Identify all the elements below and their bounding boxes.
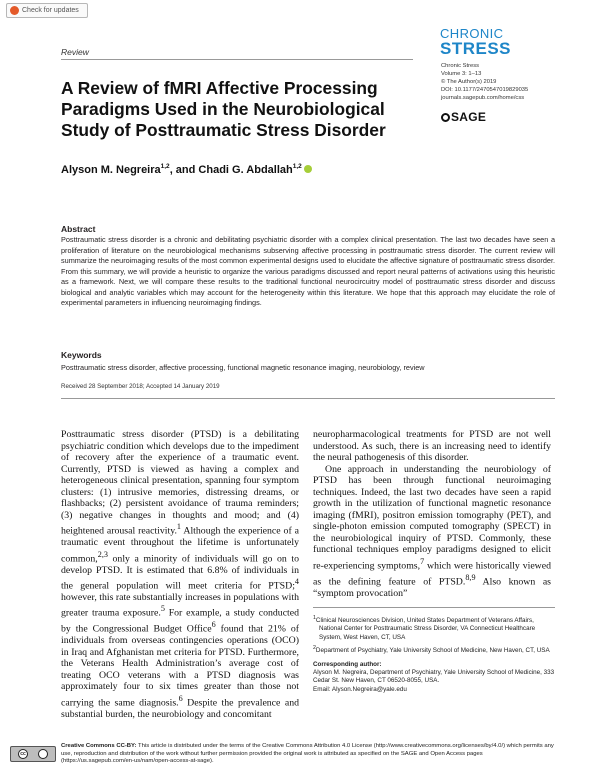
section-label: Review [61, 47, 89, 57]
journal-url[interactable]: journals.sagepub.com/home/css [441, 95, 525, 101]
check-for-updates-badge[interactable] [6, 3, 88, 18]
author-list [61, 163, 312, 176]
keywords-text: Posttraumatic stress disorder, affective processing, functional magnetic resonance imaging, neurobiology, review [61, 363, 425, 372]
author-connector: , and [169, 164, 199, 176]
citation-ref[interactable]: 4 [294, 577, 299, 587]
affiliation-number: 2 [313, 644, 316, 651]
license-body: This article is distributed under the terms of the Creative Commons Attribution 4.0 License (http://www.creativecommons.org/licenses/by/4.0/) which permits any use, reproduction and distribution of the work without further permission provided the original work is attributed as specified on the SAGE and Open Access pages (https://us.sagepub.com/en-us/nam/open-access-at-sage). [61, 743, 554, 765]
journal-logo [440, 27, 550, 57]
author-name: Chadi G. Abdallah [198, 164, 293, 176]
corresponding-address: Alyson M. Negreira, Department of Psychiatry, Yale University School of Medicine, 333 Cedar St. New Haven, CT 06520-8055, USA. [313, 669, 555, 685]
body-paragraph [313, 464, 551, 600]
affiliation [313, 644, 555, 655]
affiliation [313, 614, 555, 642]
body-text: Despite the prevalence and substantial burden, the neurobiology and concomitant [61, 697, 299, 720]
citation-ref[interactable]: 1 [176, 522, 181, 532]
body-text: only a minority of individuals will go on to develop PTSD. It is estimated that 6.8% of individuals in the general population will meet criteria for PTSD; [61, 553, 299, 592]
affiliation-ref: 1,2 [160, 163, 170, 170]
citation-ref[interactable]: 6 [211, 620, 216, 630]
journal-info [441, 62, 561, 102]
crossmark-icon [10, 6, 19, 15]
citation-ref[interactable]: 7 [420, 557, 425, 567]
body-paragraph [61, 429, 299, 720]
affiliation-text: Clinical Neurosciences Division, United States Department of Veterans Affairs, National Center for Posttraumatic Stress Disorder, VA Connecticut Healthcare System, West Haven, CT, USA [315, 617, 536, 641]
body-text: Although the experience of a traumatic event throughout the lifetime is unfortunately common, [61, 525, 299, 564]
journal-logo-line1: CHRONIC [440, 26, 504, 41]
affiliation-text: Department of Psychiatry, Yale University School of Medicine, New Haven, CT, USA [315, 646, 550, 654]
cc-license-badge[interactable] [10, 746, 56, 762]
footnotes [313, 607, 555, 694]
body-text: For example, a study conducted by the Congressional Budget Office [61, 607, 300, 635]
abstract-rule [61, 398, 555, 399]
keywords-heading: Keywords [61, 350, 102, 360]
copyright: © The Author(s) 2019 [441, 79, 497, 85]
article-title: A Review of fMRI Affective Processing Paradigms Used in the Neurobiological Study of Posttraumatic Stress Disorder [61, 78, 386, 140]
body-text: Also known as “symptom provocation” [313, 576, 551, 599]
journal-name: Chronic Stress [441, 63, 480, 69]
doi[interactable]: DOI: 10.1177/2470547019829035 [441, 87, 529, 93]
publisher-logo [441, 110, 486, 124]
received-dates: Received 28 September 2018; Accepted 14 January 2019 [61, 383, 220, 390]
corresponding-heading: Corresponding author: [313, 661, 382, 668]
cc-icon: cc [18, 749, 28, 759]
body-paragraph: neuropharmacological treatments for PTSD are not well understood. As such, there is an increasing need to identify the neural pathogenesis of this disorder. [313, 429, 551, 464]
affiliation-ref: 1,2 [292, 163, 302, 170]
body-text: however, this rate substantially increases in populations with greater trauma exposure. [61, 591, 299, 619]
citation-ref[interactable]: 8,9 [465, 572, 476, 582]
header-rule [61, 59, 413, 60]
sage-mark-icon [441, 113, 450, 122]
license-lead: Creative Commons CC-BY: [61, 743, 137, 749]
check-for-updates-label: Check for updates [22, 7, 79, 14]
attribution-icon [38, 749, 48, 759]
body-text: Posttraumatic stress disorder (PTSD) is a debilitating psychiatric condition which develops due to the impediment of recovery after the experience of a traumatic event. Currently, PTSD is viewed as having a complex and heterogeneous clinical presentation, spanning four symptom clusters: (1) intrusive memories, distressing dreams, or flashbacks; (2) persistent avoidance of trauma reminders; (3) negative changes in thoughts and mood; and (4) heightened arousal reactivity. [61, 429, 299, 537]
orcid-icon[interactable] [304, 165, 312, 173]
citation-ref[interactable]: 5 [160, 604, 165, 614]
citation-ref[interactable]: 2,3 [97, 549, 108, 559]
license-text [61, 743, 555, 766]
abstract-heading: Abstract [61, 224, 96, 234]
publisher-name: SAGE [451, 110, 487, 124]
body-text: One approach in understanding the neurobiology of PTSD has been through functional neuroimaging techniques. Indeed, the last two decades have seen a rapid growth in the utilization of functional magnetic resonance imaging (fMRI), positron emission tomography (PET), and single-photon emission computed tomography (SPECT) in the neurobiological inquiry of PTSD. Commonly, these functional techniques employ paradigms designed to elicit re-experiencing symptoms, [313, 463, 551, 572]
abstract-text: Posttraumatic stress disorder is a chronic and debilitating psychiatric disorder with a complex clinical presentation. The last two decades have seen a proliferation of literature on the neurobiological mechanisms subserving affective processing in posttraumatic stress disorder. The current review will summarize the neuroimaging results of the most common experimental designs used to elucidate the affective signature of posttraumatic stress disorder. From this summary, we will provide a heuristic to organize the various paradigms discussed and report neural patterns of activations using this heuristic as a framework. Next, we will compare these results to the traditional functional neurocircuitry model of posttraumatic stress disorder and discuss biological and analytic variables which may account for the heterogeneity within this literature. We hope that this approach may elucidate the role of experimental parameters in influencing neuroimaging findings. [61, 235, 555, 307]
citation-ref[interactable]: 6 [178, 693, 183, 703]
journal-volume: Volume 3: 1–13 [441, 71, 482, 77]
corresponding-email[interactable]: Email: Alyson.Negreira@yale.edu [313, 685, 407, 693]
body-column-left [61, 429, 299, 720]
body-column-right [313, 429, 551, 599]
author-name: Alyson M. Negreira [61, 164, 161, 176]
affiliation-number: 1 [313, 615, 316, 621]
body-text: which were historically viewed as the defining feature of PTSD. [313, 560, 551, 588]
journal-logo-line2: STRESS [440, 39, 512, 58]
body-text: found that 21% of individuals from overseas contingencies operations (OCO) in Iraq and Afghanistan met criteria for PTSD. Furthermore, the Veterans Health Administration’s average cost of treating OCO veterans with a PTSD diagnosis was approximately four to six times greater than those not carrying the same diagnosis. [61, 623, 299, 709]
